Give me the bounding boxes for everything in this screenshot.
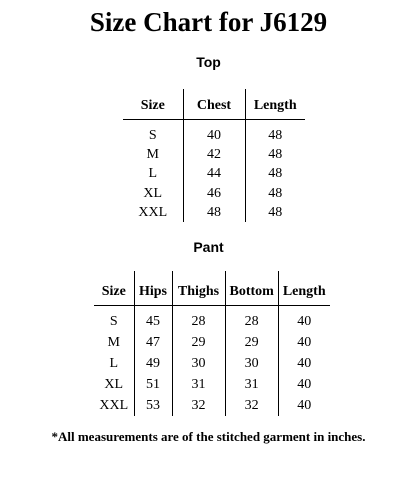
pant-header-length: Length	[278, 271, 329, 306]
pant-cell-length: 40	[278, 306, 329, 333]
pant-cell-size: XL	[104, 376, 124, 392]
table-row	[94, 332, 330, 353]
top-header-chest: Chest	[183, 89, 245, 120]
table-row	[123, 145, 305, 164]
pant-cell-size: M	[107, 334, 120, 350]
pant-cell-thighs: 29	[172, 332, 225, 353]
top-cell-length: 48	[245, 165, 305, 184]
pant-cell-bottom: 29	[225, 332, 278, 353]
pant-cell-length: 40	[278, 374, 329, 395]
measurement-footnote: *All measurements are of the stitched garment in inches.	[51, 429, 366, 444]
pant-header-bottom: Bottom	[225, 271, 278, 306]
pant-cell-hips: 49	[134, 353, 172, 374]
top-cell-length: 48	[245, 120, 305, 146]
top-header-length: Length	[245, 89, 305, 120]
pant-cell-length: 40	[278, 353, 329, 374]
pant-size-table	[94, 271, 330, 416]
table-row	[123, 203, 305, 222]
pant-cell-thighs: 32	[172, 395, 225, 416]
page-title: Size Chart for J6129	[89, 7, 328, 37]
pant-section-heading: Pant	[193, 239, 224, 255]
table-row	[94, 353, 330, 374]
pant-cell-size: S	[109, 313, 118, 329]
top-cell-chest: 44	[183, 165, 245, 184]
pant-cell-size: XXL	[99, 397, 129, 413]
top-cell-chest: 48	[183, 203, 245, 222]
top-cell-length: 48	[245, 145, 305, 164]
pant-cell-hips: 47	[134, 332, 172, 353]
pant-header-size: Size	[94, 271, 134, 306]
pant-cell-bottom: 28	[225, 306, 278, 333]
pant-header-hips: Hips	[134, 271, 172, 306]
top-cell-chest: 40	[183, 120, 245, 146]
pant-cell-hips: 51	[134, 374, 172, 395]
table-row	[94, 306, 330, 333]
top-cell-chest: 46	[183, 184, 245, 203]
pant-cell-length: 40	[278, 332, 329, 353]
pant-cell-length: 40	[278, 395, 329, 416]
top-cell-chest: 42	[183, 145, 245, 164]
pant-cell-thighs: 31	[172, 374, 225, 395]
table-row	[123, 184, 305, 203]
top-section-heading: Top	[196, 54, 221, 70]
pant-cell-hips: 53	[134, 395, 172, 416]
table-row	[123, 165, 305, 184]
top-cell-size: S	[148, 127, 157, 143]
top-cell-length: 48	[245, 203, 305, 222]
pant-cell-bottom: 32	[225, 395, 278, 416]
top-header-size: Size	[123, 89, 183, 120]
top-cell-size: M	[146, 146, 159, 162]
table-row	[94, 395, 330, 416]
pant-header-thighs: Thighs	[172, 271, 225, 306]
pant-header-row	[94, 271, 330, 306]
pant-cell-bottom: 31	[225, 374, 278, 395]
top-header-row	[123, 89, 305, 120]
table-row	[123, 120, 305, 146]
top-cell-size: L	[148, 166, 158, 182]
pant-cell-thighs: 28	[172, 306, 225, 333]
table-row	[94, 374, 330, 395]
pant-cell-size: L	[109, 355, 119, 371]
pant-cell-bottom: 30	[225, 353, 278, 374]
top-cell-size: XL	[143, 185, 163, 201]
top-cell-size: XXL	[138, 204, 168, 220]
top-size-table	[123, 89, 305, 222]
top-cell-length: 48	[245, 184, 305, 203]
pant-cell-hips: 45	[134, 306, 172, 333]
pant-cell-thighs: 30	[172, 353, 225, 374]
